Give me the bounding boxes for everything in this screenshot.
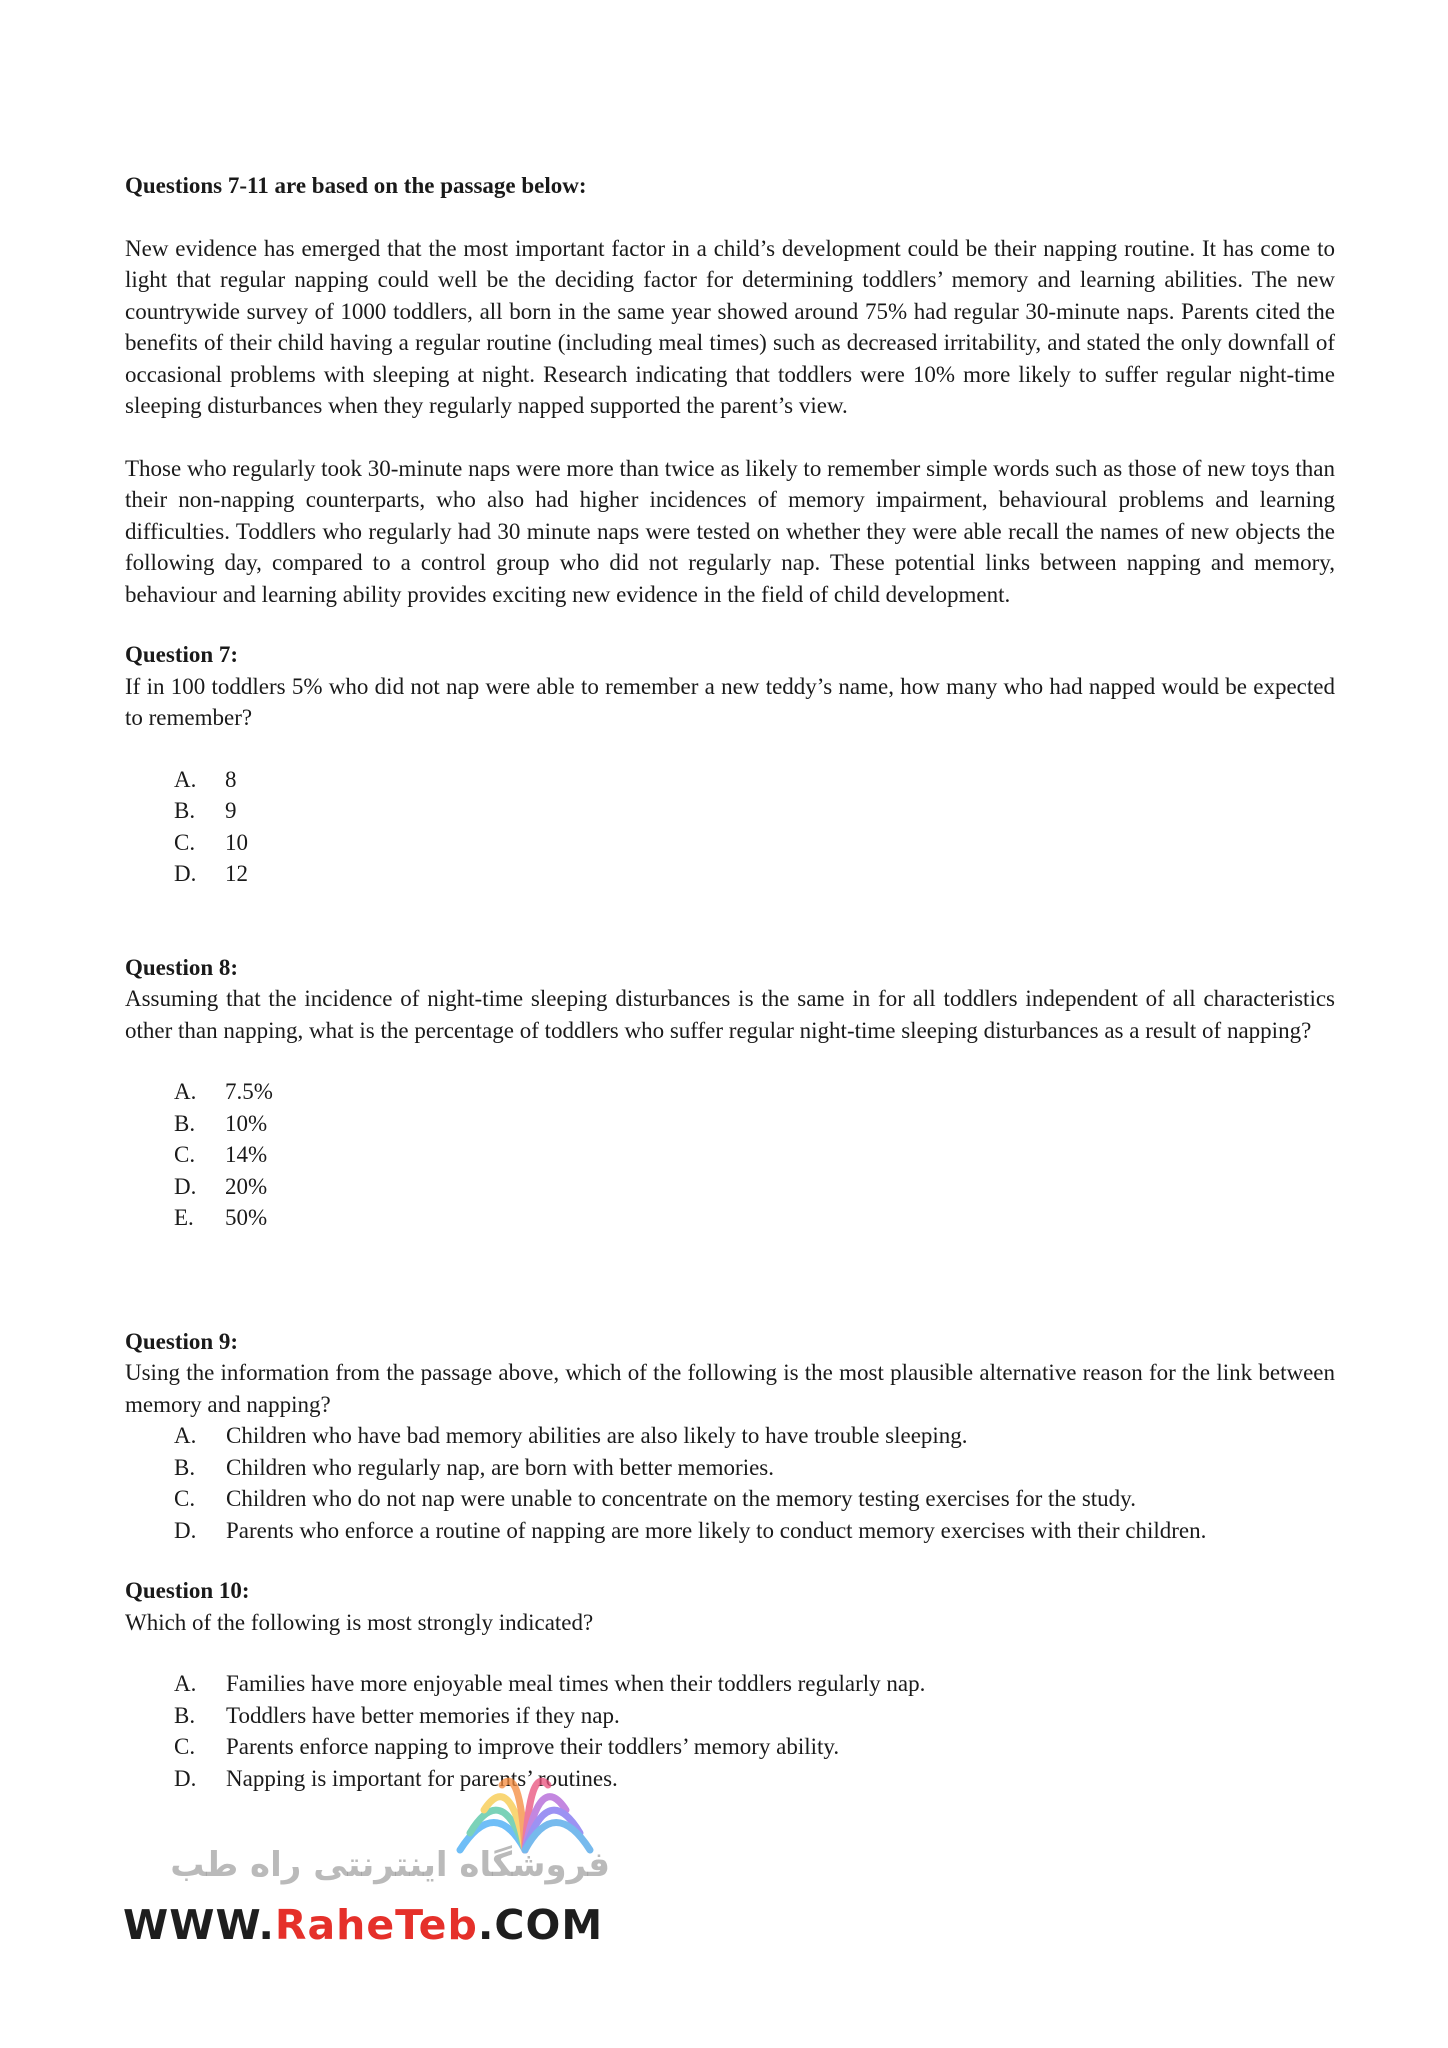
option-item [174, 1483, 1335, 1515]
watermark-persian-text: فروشگاه اینترنتی راه طب [170, 1845, 610, 1885]
document-page [125, 170, 1335, 1794]
option-text: Families have more enjoyable meal times when their toddlers regularly nap. [226, 1671, 926, 1696]
option-item [174, 1108, 1335, 1140]
option-text: 8 [225, 766, 237, 792]
option-letter: D. [174, 1517, 197, 1543]
option-letter: D. [174, 1765, 197, 1791]
option-letter: A. [174, 1079, 197, 1104]
option-letter: C. [174, 829, 196, 855]
watermark-url-brand: RaheTeb [274, 1901, 478, 1949]
option-text: Children who have bad memory abilities are also likely to have trouble sleeping. [226, 1423, 968, 1448]
question-10-title: Question 10: [125, 1578, 250, 1603]
question-8-text: Assuming that the incidence of night-time sleeping disturbances is the same in for all toddlers independent of all characteristics other than napping, what is the percentage of toddlers who suffer regular night-time sleeping disturbances as a result of napping? [125, 986, 1335, 1043]
option-text: Parents enforce napping to improve their toddlers’ memory ability. [226, 1734, 840, 1759]
option-text: Children who regularly nap, are born with better memories. [226, 1454, 775, 1480]
question-8-options [125, 1076, 1335, 1234]
option-letter: E. [174, 1205, 194, 1230]
watermark-url-suffix: .COM [477, 1901, 604, 1949]
option-letter: C. [174, 1486, 196, 1511]
option-item [174, 1420, 1335, 1452]
option-text: 12 [225, 861, 248, 886]
option-text: 20% [225, 1173, 268, 1199]
option-item [174, 795, 1335, 827]
option-item [174, 764, 1335, 796]
option-text: 7.5% [225, 1079, 273, 1104]
option-text: Children who do not nap were unable to concentrate on the memory testing exercises for the study. [226, 1486, 1136, 1511]
option-letter: B. [174, 1110, 196, 1136]
option-item [174, 858, 1335, 890]
open-book-logo-icon [440, 1755, 610, 1855]
option-item [174, 1171, 1335, 1203]
option-letter: C. [174, 1734, 196, 1759]
option-letter: B. [174, 1454, 196, 1480]
option-item [174, 1202, 1335, 1234]
question-7-title: Question 7: [125, 642, 239, 667]
question-7-options [125, 764, 1335, 890]
option-letter: A. [174, 766, 197, 792]
watermark-url [123, 1900, 603, 1950]
option-letter: B. [174, 798, 196, 823]
option-letter: A. [174, 1671, 197, 1696]
intro-heading: Questions 7-11 are based on the passage below: [125, 173, 587, 198]
option-item [174, 1700, 1335, 1732]
passage-paragraph-2: Those who regularly took 30-minute naps were more than twice as likely to remember simple words such as those of new toys than their non-napping counterparts, who also had higher incidences of memory impairment, behavioural problems and learning difficulties. Toddlers who regularly had 30 minute naps were tested on whether they were able recall the names of new objects the following day, compared to a control group who did not regularly nap. These potential links between napping and memory, behaviour and learning ability provides exciting new evidence in the field of child development. [125, 455, 1335, 607]
option-item [174, 1515, 1335, 1547]
question-9-title: Question 9: [125, 1328, 239, 1354]
option-letter: A. [174, 1423, 197, 1448]
option-text: 10 [225, 829, 248, 855]
question-10-text: Which of the following is most strongly indicated? [125, 1609, 594, 1635]
raheteb-watermark [120, 1755, 640, 1955]
question-9-text: Using the information from the passage above, which of the following is the most plausible alternative reason for the link between memory and napping? [125, 1360, 1335, 1417]
question-7-text: If in 100 toddlers 5% who did not nap were able to remember a new teddy’s name, how many who had napped would be expected to remember? [125, 673, 1335, 730]
option-text: Toddlers have better memories if they nap. [226, 1702, 620, 1728]
option-text: 14% [225, 1142, 268, 1167]
option-item [174, 1668, 1335, 1700]
option-text: 10% [225, 1110, 268, 1136]
option-item [174, 1452, 1335, 1484]
question-9-options [125, 1420, 1335, 1546]
option-letter: D. [174, 1173, 197, 1199]
watermark-url-prefix: WWW. [123, 1901, 275, 1949]
option-item [174, 827, 1335, 859]
option-text: Parents who enforce a routine of napping are more likely to conduct memory exercises with their children. [226, 1517, 1207, 1543]
option-text: Napping is important for parents’ routines. [226, 1765, 618, 1791]
passage-paragraph-1: New evidence has emerged that the most important factor in a child’s development could be their napping routine. It has come to light that regular napping could well be the deciding factor for determining toddlers’ memory and learning abilities. The new countrywide survey of 1000 toddlers, all born in the same year showed around 75% had regular 30-minute naps. Parents cited the benefits of their child having a regular routine (including meal times) such as decreased irritability, and stated the only downfall of occasional problems with sleeping at night. Research indicating that toddlers were 10% more likely to suffer regular night-time sleeping disturbances when they regularly napped supported the parent’s view. [125, 235, 1335, 418]
option-letter: C. [174, 1142, 196, 1167]
option-text: 9 [225, 798, 237, 823]
question-8-title: Question 8: [125, 954, 239, 980]
option-item [174, 1076, 1335, 1108]
option-text: 50% [225, 1205, 268, 1230]
option-item [174, 1139, 1335, 1171]
option-letter: D. [174, 861, 197, 886]
option-letter: B. [174, 1702, 196, 1728]
